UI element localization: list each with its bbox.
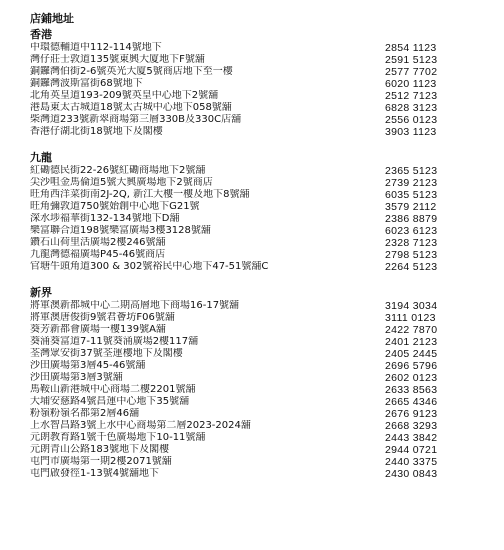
store-row	[30, 384, 474, 396]
store-phone: 2386 8879	[385, 213, 438, 225]
store-row	[30, 249, 474, 261]
store-address: 香港仔湖北街18號地下及閣樓	[30, 126, 163, 137]
store-row	[30, 42, 474, 54]
store-phone: 2422 7870	[385, 324, 438, 336]
store-address: 荃灣眾安街37號荃運樓地下及閣樓	[30, 348, 183, 359]
store-phone: 2328 7123	[385, 237, 438, 249]
store-address: 鑽石山荷里活廣場2樓246號舖	[30, 237, 166, 248]
store-address: 銅鑼灣波斯富街68號地下	[30, 78, 143, 89]
store-phone: 3111 0123	[385, 312, 436, 324]
store-phone: 2430 0843	[385, 468, 438, 480]
store-address: 將軍澳新都城中心二期高層地下商場16-17號舖	[30, 300, 240, 311]
store-row	[30, 102, 474, 114]
store-row	[30, 90, 474, 102]
store-row	[30, 444, 474, 456]
store-row	[30, 396, 474, 408]
store-row	[30, 189, 474, 201]
region-title: 新界	[30, 286, 52, 299]
store-address: 粉嶺粉嶺名都第2層46舖	[30, 408, 140, 419]
store-phone: 2602 0123	[385, 372, 438, 384]
store-row	[30, 54, 474, 66]
store-row	[30, 213, 474, 225]
store-phone: 2556 0123	[385, 114, 438, 126]
store-address: 沙田廣場第3層45-46號舖	[30, 360, 146, 371]
store-address: 尖沙咀金馬倫道5號大興廣場地下2號商店	[30, 177, 213, 188]
store-list	[30, 42, 474, 138]
store-address: 旺角彌敦道750號始創中心地下G21號	[30, 201, 200, 212]
store-address: 深水埗福華街132-134號地下D舖	[30, 213, 180, 224]
store-row	[30, 225, 474, 237]
store-phone: 2443 3842	[385, 432, 438, 444]
store-phone: 2739 2123	[385, 177, 438, 189]
store-address: 灣仔莊士敦道135號東興大廈地下F號舖	[30, 54, 205, 65]
store-phone: 2676 9123	[385, 408, 438, 420]
store-address: 上水智昌路3號上水中心商場第二層2023-2024舖	[30, 420, 251, 431]
store-row	[30, 165, 474, 177]
store-list	[30, 165, 474, 273]
store-row	[30, 456, 474, 468]
store-address: 柴灣道233號新翠商場第三層330B及330C店舖	[30, 114, 242, 125]
store-address: 樂富聯合道198號樂富廣場3樓3128號舖	[30, 225, 211, 236]
store-phone: 2577 7702	[385, 66, 438, 78]
store-address: 沙田廣場第3層3號舖	[30, 372, 123, 383]
store-phone: 2405 2445	[385, 348, 438, 360]
store-address: 紅磡德民街22-26號紅磡商場地下2號舖	[30, 165, 206, 176]
store-phone: 2944 0721	[385, 444, 438, 456]
store-address: 旺角西洋菜街南2J-2Q, 新江大樓一樓及地下8號舖	[30, 189, 250, 200]
store-phone: 2440 3375	[385, 456, 438, 468]
region-title: 香港	[30, 28, 52, 41]
store-phone: 2633 8563	[385, 384, 438, 396]
store-row	[30, 360, 474, 372]
store-phone: 2264 5123	[385, 261, 438, 273]
store-address: 官塘牛頭角道300 & 302號裕民中心地下47-51號舖C	[30, 261, 269, 272]
store-row	[30, 126, 474, 138]
store-phone: 2512 7123	[385, 90, 438, 102]
store-address: 屯門啟發徑1-13號4號舖地下	[30, 468, 160, 479]
store-row	[30, 300, 474, 312]
page-title: 店鋪地址	[30, 12, 74, 25]
store-row	[30, 420, 474, 432]
store-row	[30, 336, 474, 348]
region-list	[30, 28, 474, 480]
store-phone: 3194 3034	[385, 300, 438, 312]
store-list	[30, 300, 474, 480]
store-address: 九龍灣德福廣場P45-46號商店	[30, 249, 166, 260]
store-row	[30, 432, 474, 444]
region-section	[30, 28, 474, 138]
store-phone: 2665 4346	[385, 396, 438, 408]
store-address: 葵芳新都會廣場一樓139號A舖	[30, 324, 166, 335]
store-phone: 2854 1123	[385, 42, 437, 54]
store-phone: 2696 5796	[385, 360, 438, 372]
store-address: 屯門市廣場第一期2樓2071號舖	[30, 456, 172, 467]
store-address: 北角英皇道193-209號英皇中心地下2號舖	[30, 90, 219, 101]
store-row	[30, 324, 474, 336]
store-phone: 2401 2123	[385, 336, 438, 348]
store-row	[30, 348, 474, 360]
store-row	[30, 237, 474, 249]
store-phone: 6023 6123	[385, 225, 438, 237]
store-row	[30, 372, 474, 384]
region-title: 九龍	[30, 151, 52, 164]
store-phone: 3903 1123	[385, 126, 437, 138]
store-phone: 2798 5123	[385, 249, 438, 261]
store-row	[30, 468, 474, 480]
store-phone: 3579 2112	[385, 201, 437, 213]
store-address: 元朗教育路1號千色廣場地下10-11號舖	[30, 432, 206, 443]
store-row	[30, 408, 474, 420]
store-row	[30, 177, 474, 189]
store-row	[30, 78, 474, 90]
store-row	[30, 66, 474, 78]
store-address: 銅鑼灣伯街2-6號英光大廈5號商店地下至一樓	[30, 66, 233, 77]
store-row	[30, 201, 474, 213]
store-address: 將軍澳唐俊街9號君薈坊F06號舖	[30, 312, 175, 323]
region-section	[30, 151, 474, 273]
store-address: 大埔安慈路4號昌運中心地下35號舖	[30, 396, 190, 407]
region-section	[30, 286, 474, 480]
store-row	[30, 312, 474, 324]
store-address: 元朗青山公路183號地下及閣樓	[30, 444, 170, 455]
store-address: 馬鞍山新港城中心商場二樓2201號舖	[30, 384, 196, 395]
store-phone: 2668 3293	[385, 420, 438, 432]
store-phone: 2365 5123	[385, 165, 438, 177]
store-phone: 2591 5123	[385, 54, 438, 66]
store-row	[30, 114, 474, 126]
store-phone: 6828 3123	[385, 102, 438, 114]
store-row	[30, 261, 474, 273]
store-phone: 6020 1123	[385, 78, 437, 90]
store-phone: 6035 5123	[385, 189, 438, 201]
store-address: 葵涌葵富道7-11號葵涌廣場2樓117舖	[30, 336, 199, 347]
store-address: 中環德輔道中112-114號地下	[30, 42, 162, 53]
store-address: 港島東太古城道18號太古城中心地下058號舖	[30, 102, 232, 113]
